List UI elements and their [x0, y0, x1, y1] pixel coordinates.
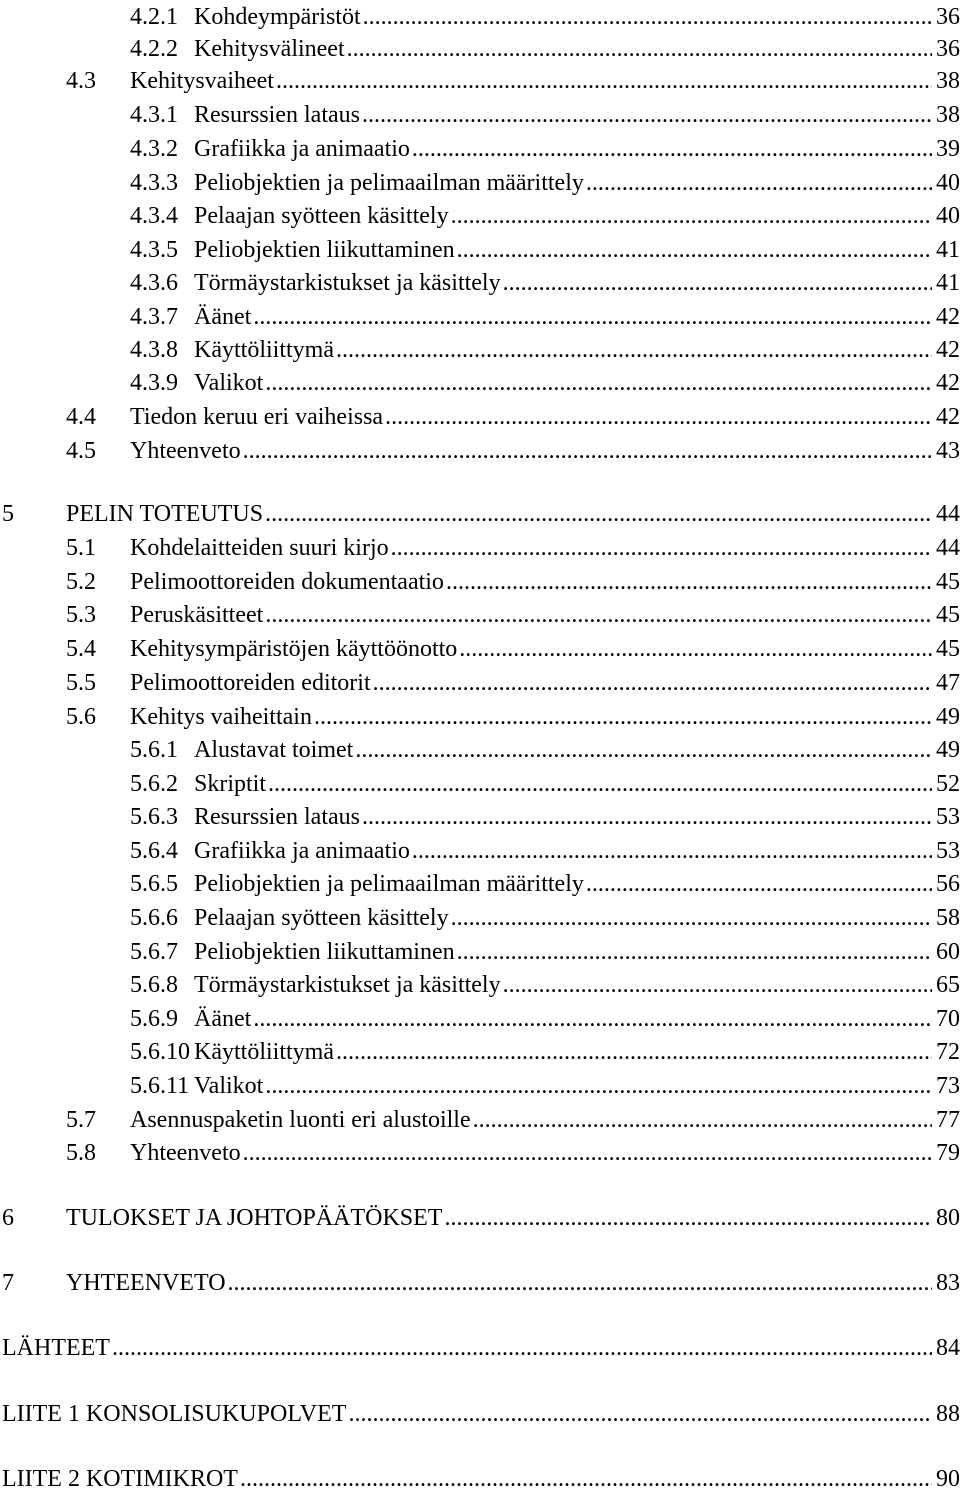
dot-leader	[391, 531, 932, 565]
toc-entry-title: Skriptit	[194, 771, 267, 797]
toc-entry-title: Valikot	[194, 1073, 264, 1099]
dot-leader	[385, 400, 932, 434]
toc-entry-number: 4.2.1	[130, 4, 178, 30]
dot-leader	[265, 366, 932, 400]
dot-leader	[451, 901, 932, 935]
toc-entry-title: Pelimoottoreiden editorit	[130, 670, 371, 696]
toc-entry-title: LÄHTEET	[2, 1335, 110, 1361]
dot-leader	[243, 434, 932, 468]
toc-entry-number: 5.6.6	[130, 905, 178, 931]
toc-entry-number: 5.6.5	[130, 871, 178, 897]
toc-entry-number: 5.3	[66, 602, 96, 628]
dot-leader	[112, 1331, 932, 1365]
dot-leader	[373, 666, 932, 700]
toc-entry-number: 4.3.1	[130, 102, 178, 128]
dot-leader	[243, 1136, 932, 1170]
toc-entry-title: Peruskäsitteet	[130, 602, 264, 628]
toc-entry-number: 5.6.1	[130, 737, 178, 763]
toc-entry-number: 5.5	[66, 670, 96, 696]
dot-leader	[444, 1201, 932, 1235]
toc-entry-title: Grafiikka ja animaatio	[194, 136, 410, 162]
toc-entry-title: Yhteenveto	[130, 1140, 241, 1166]
toc-entry[interactable]	[0, 497, 960, 531]
toc-entry-number: 4.3.4	[130, 203, 178, 229]
toc-entry[interactable]	[0, 968, 960, 1002]
dot-leader	[276, 64, 932, 98]
toc-entry-page: 53	[936, 804, 960, 830]
toc-entry-page: 40	[936, 170, 960, 196]
toc-entry-number: 5	[2, 501, 14, 527]
toc-entry-page: 79	[936, 1140, 960, 1166]
toc-entry-page: 45	[936, 636, 960, 662]
dot-leader	[446, 565, 932, 599]
toc-entry-title: Kehitysvaiheet	[130, 68, 274, 94]
toc-entry-page: 40	[936, 203, 960, 229]
toc-entry-title: LIITE 2 KOTIMIKROT	[2, 1466, 238, 1492]
dot-leader	[228, 1266, 932, 1300]
toc-entry-page: 41	[936, 270, 960, 296]
dot-leader	[503, 266, 932, 300]
toc-entry-number: 5.6.4	[130, 838, 178, 864]
toc-entry-title: Kohdelaitteiden suuri kirjo	[130, 535, 389, 561]
toc-entry-title: Grafiikka ja animaatio	[194, 838, 410, 864]
toc-entry-page: 90	[936, 1466, 960, 1492]
dot-leader	[459, 632, 932, 666]
dot-leader	[362, 800, 932, 834]
toc-entry[interactable]	[0, 1069, 960, 1103]
dot-leader	[265, 497, 932, 531]
toc-entry-number: 4.3.7	[130, 304, 178, 330]
toc-entry-title: YHTEENVETO	[66, 1270, 226, 1296]
toc-entry-page: 88	[936, 1401, 960, 1427]
toc-entry-title: Äänet	[194, 304, 252, 330]
dot-leader	[412, 132, 932, 166]
toc-entry-title: TULOKSET JA JOHTOPÄÄTÖKSET	[66, 1205, 443, 1231]
toc-entry[interactable]	[0, 565, 960, 599]
toc-entry-number: 5.4	[66, 636, 96, 662]
toc-entry-title: Asennuspaketin luonti eri alustoille	[130, 1107, 471, 1133]
toc-entry-page: 42	[936, 404, 960, 430]
toc-entry[interactable]	[0, 98, 960, 132]
toc-entry-title: Resurssien lataus	[194, 804, 360, 830]
dot-leader	[412, 834, 932, 868]
toc-entry-number: 4.3.6	[130, 270, 178, 296]
toc-entry[interactable]	[0, 434, 960, 468]
toc-entry[interactable]	[0, 632, 960, 666]
toc-entry-title: Pelaajan syötteen käsittely	[194, 203, 449, 229]
toc-entry-number: 5.6.10	[130, 1039, 190, 1065]
toc-entry[interactable]	[0, 1331, 960, 1365]
dot-leader	[355, 733, 932, 767]
toc-entry-number: 5.6.7	[130, 939, 178, 965]
toc-entry-number: 5.7	[66, 1107, 96, 1133]
dot-leader	[265, 598, 932, 632]
toc-entry-title: Yhteenveto	[130, 438, 241, 464]
toc-entry[interactable]	[0, 733, 960, 767]
toc-entry-title: Peliobjektien ja pelimaailman määrittely	[194, 170, 584, 196]
toc-entry[interactable]	[0, 233, 960, 267]
toc-entry-page: 83	[936, 1270, 960, 1296]
toc-entry-number: 5.2	[66, 569, 96, 595]
toc-entry-page: 41	[936, 237, 960, 263]
toc-entry-number: 5.6.2	[130, 771, 178, 797]
toc-entry-number: 4.3.9	[130, 370, 178, 396]
toc-entry-page: 72	[936, 1039, 960, 1065]
toc-entry-title: Peliobjektien liikuttaminen	[194, 939, 455, 965]
dot-leader	[586, 867, 932, 901]
toc-entry-page: 53	[936, 838, 960, 864]
toc-entry-page: 45	[936, 602, 960, 628]
dot-leader	[253, 1002, 932, 1036]
toc-entry-page: 84	[936, 1335, 960, 1361]
dot-leader	[347, 32, 932, 66]
toc-entry-title: Peliobjektien ja pelimaailman määrittely	[194, 871, 584, 897]
toc-entry-page: 80	[936, 1205, 960, 1231]
toc-entry[interactable]	[0, 531, 960, 565]
dot-leader	[240, 1462, 932, 1496]
toc-entry[interactable]	[0, 64, 960, 98]
toc-entry-title: Törmäystarkistukset ja käsittely	[194, 270, 501, 296]
toc-entry-page: 39	[936, 136, 960, 162]
dot-leader	[314, 700, 932, 734]
toc-entry[interactable]	[0, 0, 960, 34]
toc-entry-number: 6	[2, 1205, 14, 1231]
toc-entry[interactable]	[0, 767, 960, 801]
toc-entry[interactable]	[0, 132, 960, 166]
toc-entry-page: 44	[936, 501, 960, 527]
toc-entry-title: Kohdeympäristöt	[194, 4, 361, 30]
toc-entry-number: 4.3.8	[130, 337, 178, 363]
toc-entry-page: 43	[936, 438, 960, 464]
toc-entry[interactable]	[0, 598, 960, 632]
toc-entry-number: 5.6	[66, 704, 96, 730]
toc-entry-title: Kehitysvälineet	[194, 36, 345, 62]
toc-entry[interactable]	[0, 666, 960, 700]
dot-leader	[451, 199, 932, 233]
toc-entry[interactable]	[0, 834, 960, 868]
toc-entry[interactable]	[0, 1201, 960, 1235]
toc-entry-page: 36	[936, 36, 960, 62]
dot-leader	[362, 98, 932, 132]
toc-entry-page: 36	[936, 4, 960, 30]
toc-entry-number: 5.1	[66, 535, 96, 561]
toc-entry-title: Peliobjektien liikuttaminen	[194, 237, 455, 263]
toc-entry-page: 49	[936, 704, 960, 730]
toc-entry-title: Tiedon keruu eri vaiheissa	[130, 404, 384, 430]
dot-leader	[457, 935, 932, 969]
toc-entry[interactable]	[0, 32, 960, 66]
toc-entry-page: 77	[936, 1107, 960, 1133]
dot-leader	[473, 1103, 932, 1137]
toc-entry[interactable]	[0, 366, 960, 400]
toc-entry-number: 5.6.11	[130, 1073, 190, 1099]
toc-entry-page: 38	[936, 102, 960, 128]
toc-entry[interactable]	[0, 800, 960, 834]
toc-entry-page: 42	[936, 337, 960, 363]
toc-entry[interactable]	[0, 333, 960, 367]
toc-entry-page: 42	[936, 304, 960, 330]
toc-entry[interactable]	[0, 901, 960, 935]
toc-entry-page: 49	[936, 737, 960, 763]
toc-entry-page: 38	[936, 68, 960, 94]
dot-leader	[336, 1035, 932, 1069]
toc-entry-page: 65	[936, 972, 960, 998]
toc-entry-title: Käyttöliittymä	[194, 337, 334, 363]
toc-entry-title: Valikot	[194, 370, 264, 396]
toc-entry-number: 5.8	[66, 1140, 96, 1166]
toc-entry-title: Resurssien lataus	[194, 102, 360, 128]
toc-entry-number: 7	[2, 1270, 14, 1296]
toc-entry-number: 4.3.2	[130, 136, 178, 162]
toc-entry[interactable]	[0, 1266, 960, 1300]
toc-entry[interactable]	[0, 700, 960, 734]
toc-entry[interactable]	[0, 1136, 960, 1170]
dot-leader	[268, 767, 932, 801]
toc-entry-page: 42	[936, 370, 960, 396]
toc-entry[interactable]	[0, 1462, 960, 1496]
toc-entry-number: 4.3.3	[130, 170, 178, 196]
toc-entry[interactable]	[0, 300, 960, 334]
toc-entry-page: 70	[936, 1006, 960, 1032]
dot-leader	[503, 968, 932, 1002]
dot-leader	[253, 300, 932, 334]
toc-entry-page: 56	[936, 871, 960, 897]
toc-entry-number: 5.6.9	[130, 1006, 178, 1032]
toc-entry-title: PELIN TOTEUTUS	[66, 501, 264, 527]
toc-entry-title: Törmäystarkistukset ja käsittely	[194, 972, 501, 998]
toc-entry-title: Pelimoottoreiden dokumentaatio	[130, 569, 444, 595]
toc-entry[interactable]	[0, 867, 960, 901]
toc-entry[interactable]	[0, 1397, 960, 1431]
dot-leader	[336, 333, 932, 367]
toc-entry-number: 4.3.5	[130, 237, 178, 263]
toc-entry-title: LIITE 1 KONSOLISUKUPOLVET	[2, 1401, 347, 1427]
toc-entry-page: 47	[936, 670, 960, 696]
toc-entry[interactable]	[0, 935, 960, 969]
toc-entry[interactable]	[0, 1002, 960, 1036]
toc-entry-title: Pelaajan syötteen käsittely	[194, 905, 449, 931]
toc-entry-title: Äänet	[194, 1006, 252, 1032]
toc-entry[interactable]	[0, 1035, 960, 1069]
dot-leader	[348, 1397, 932, 1431]
toc-entry[interactable]	[0, 400, 960, 434]
toc-entry-title: Kehitysympäristöjen käyttöönotto	[130, 636, 458, 662]
toc-entry[interactable]	[0, 199, 960, 233]
toc-entry-page: 44	[936, 535, 960, 561]
toc-entry-number: 4.3	[66, 68, 96, 94]
toc-entry-number: 5.6.8	[130, 972, 178, 998]
dot-leader	[586, 166, 932, 200]
toc-entry-number: 4.4	[66, 404, 96, 430]
toc-entry-number: 4.2.2	[130, 36, 178, 62]
dot-leader	[265, 1069, 932, 1103]
toc-entry-page: 52	[936, 771, 960, 797]
toc-entry-title: Kehitys vaiheittain	[130, 704, 312, 730]
toc-entry[interactable]	[0, 266, 960, 300]
toc-entry-page: 58	[936, 905, 960, 931]
toc-entry-number: 5.6.3	[130, 804, 178, 830]
toc-entry-number: 4.5	[66, 438, 96, 464]
toc-entry[interactable]	[0, 166, 960, 200]
toc-entry-page: 73	[936, 1073, 960, 1099]
toc-entry-title: Alustavat toimet	[194, 737, 354, 763]
dot-leader	[457, 233, 932, 267]
toc-entry-title: Käyttöliittymä	[194, 1039, 334, 1065]
toc-entry[interactable]	[0, 1103, 960, 1137]
toc-entry-page: 60	[936, 939, 960, 965]
dot-leader	[363, 0, 932, 34]
toc-entry-page: 45	[936, 569, 960, 595]
